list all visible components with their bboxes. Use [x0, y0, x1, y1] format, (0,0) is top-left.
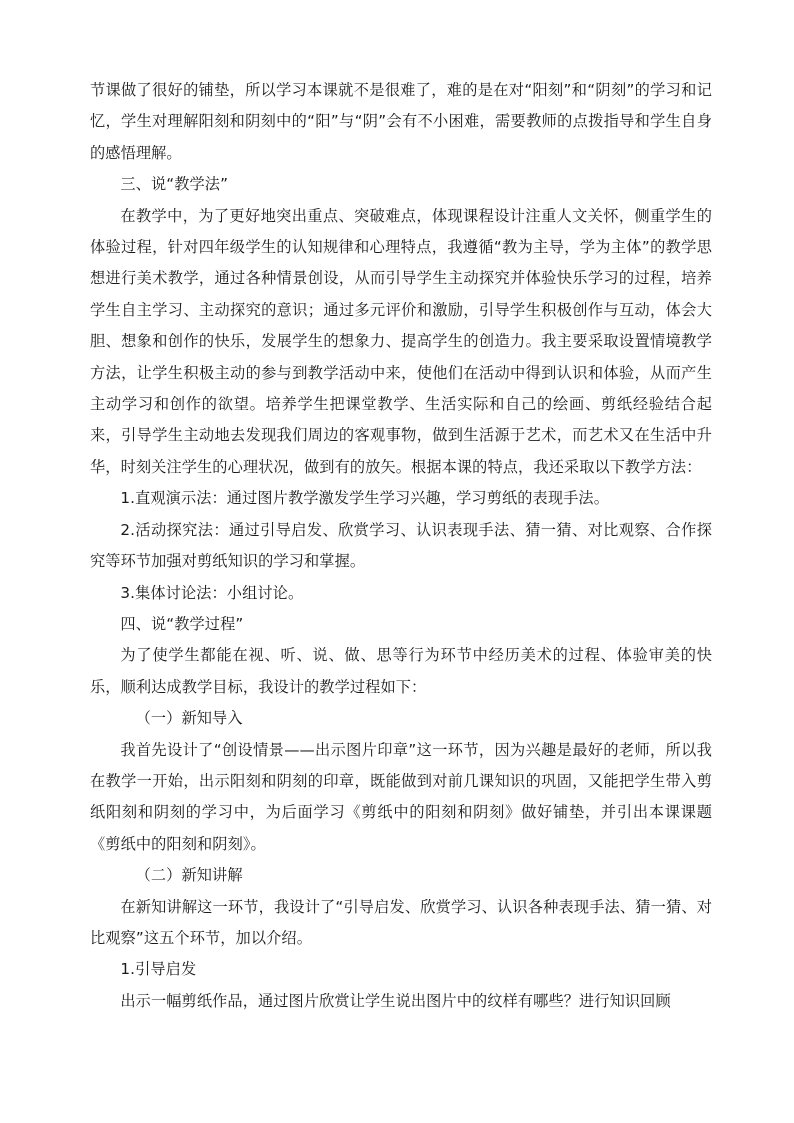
- document-body: [90, 75, 712, 1017]
- paragraph: 我首先设计了“创设情景——出示图片印章”这一环节，因为兴趣是最好的老师，所以我在教学一开始，出示阳刻和阴刻的印章，既能做到对前几课知识的巩固，又能把学生带入剪纸阳刻和阴刻的学习中，为后面学习《剪纸中的阳刻和阴刻》做好铺垫，并引出本课课题《剪纸中的阳刻和阴刻》。: [90, 740, 712, 853]
- list-item: 1.直观演示法：通过图片教学激发学生学习兴趣，学习剪纸的表现手法。: [120, 489, 609, 508]
- paragraph: 在教学中，为了更好地突出重点、突破难点，体现课程设计注重人文关怀，侧重学生的体验过程，针对四年级学生的认知规律和心理特点，我遵循“教为主导，学为主体”的教学思想进行美术教学，通过各种情景创设，从而引导学生主动探究并体验快乐学习的过程，培养学生自主学习、主动探究的意识；通过多元评价和激励，引导学生积极创作与互动，体会大胆、想象和创作的快乐，发展学生的想象力、提高学生的创造力。我主要采取设置情境教学方法，让学生积极主动的参与到教学活动中来，使他们在活动中得到认识和体验，从而产生主动学习和创作的欲望。培养学生把课堂教学、生活实际和自己的绘画、剪纸经验结合起来，引导学生主动地去发现我们周边的客观事物，做到生活源于艺术，而艺术又在生活中升华，时刻关注学生的心理状况，做到有的放矢。根据本课的特点，我还采取以下教学方法：: [90, 206, 712, 476]
- section-heading: 四、说“教学过程”: [120, 614, 244, 633]
- subsection-heading: （二）新知讲解: [135, 866, 243, 885]
- paragraph: 在新知讲解这一环节，我设计了“引导启发、欣赏学习、认识各种表现手法、猜一猜、对比观察”这五个环节，加以介绍。: [90, 897, 712, 947]
- paragraph: 为了使学生都能在视、听、说、做、思等行为环节中经历美术的过程、体验审美的快乐，顺利达成教学目标，我设计的教学过程如下：: [90, 646, 712, 696]
- paragraph: 节课做了很好的铺垫，所以学习本课就不是很难了，难的是在对“阳刻”和“阴刻”的学习和记忆，学生对理解阳刻和阴刻中的“阳”与“阴”会有不小困难，需要教师的点拨指导和学生自身的感悟理解。: [90, 81, 712, 162]
- list-item: 3.集体讨论法：小组讨论。: [120, 583, 304, 602]
- paragraph: 出示一幅剪纸作品，通过图片欣赏让学生说出图片中的纹样有哪些？进行知识回顾: [120, 991, 671, 1010]
- subsection-heading: （一）新知导入: [135, 709, 243, 728]
- list-item: 2.活动探究法：通过引导启发、欣赏学习、认识表现手法、猜一猜、对比观察、合作探究等环节加强对剪纸知识的学习和掌握。: [90, 520, 712, 571]
- step-heading: 1.引导启发: [120, 960, 197, 979]
- section-heading: 三、说“教学法”: [120, 175, 229, 194]
